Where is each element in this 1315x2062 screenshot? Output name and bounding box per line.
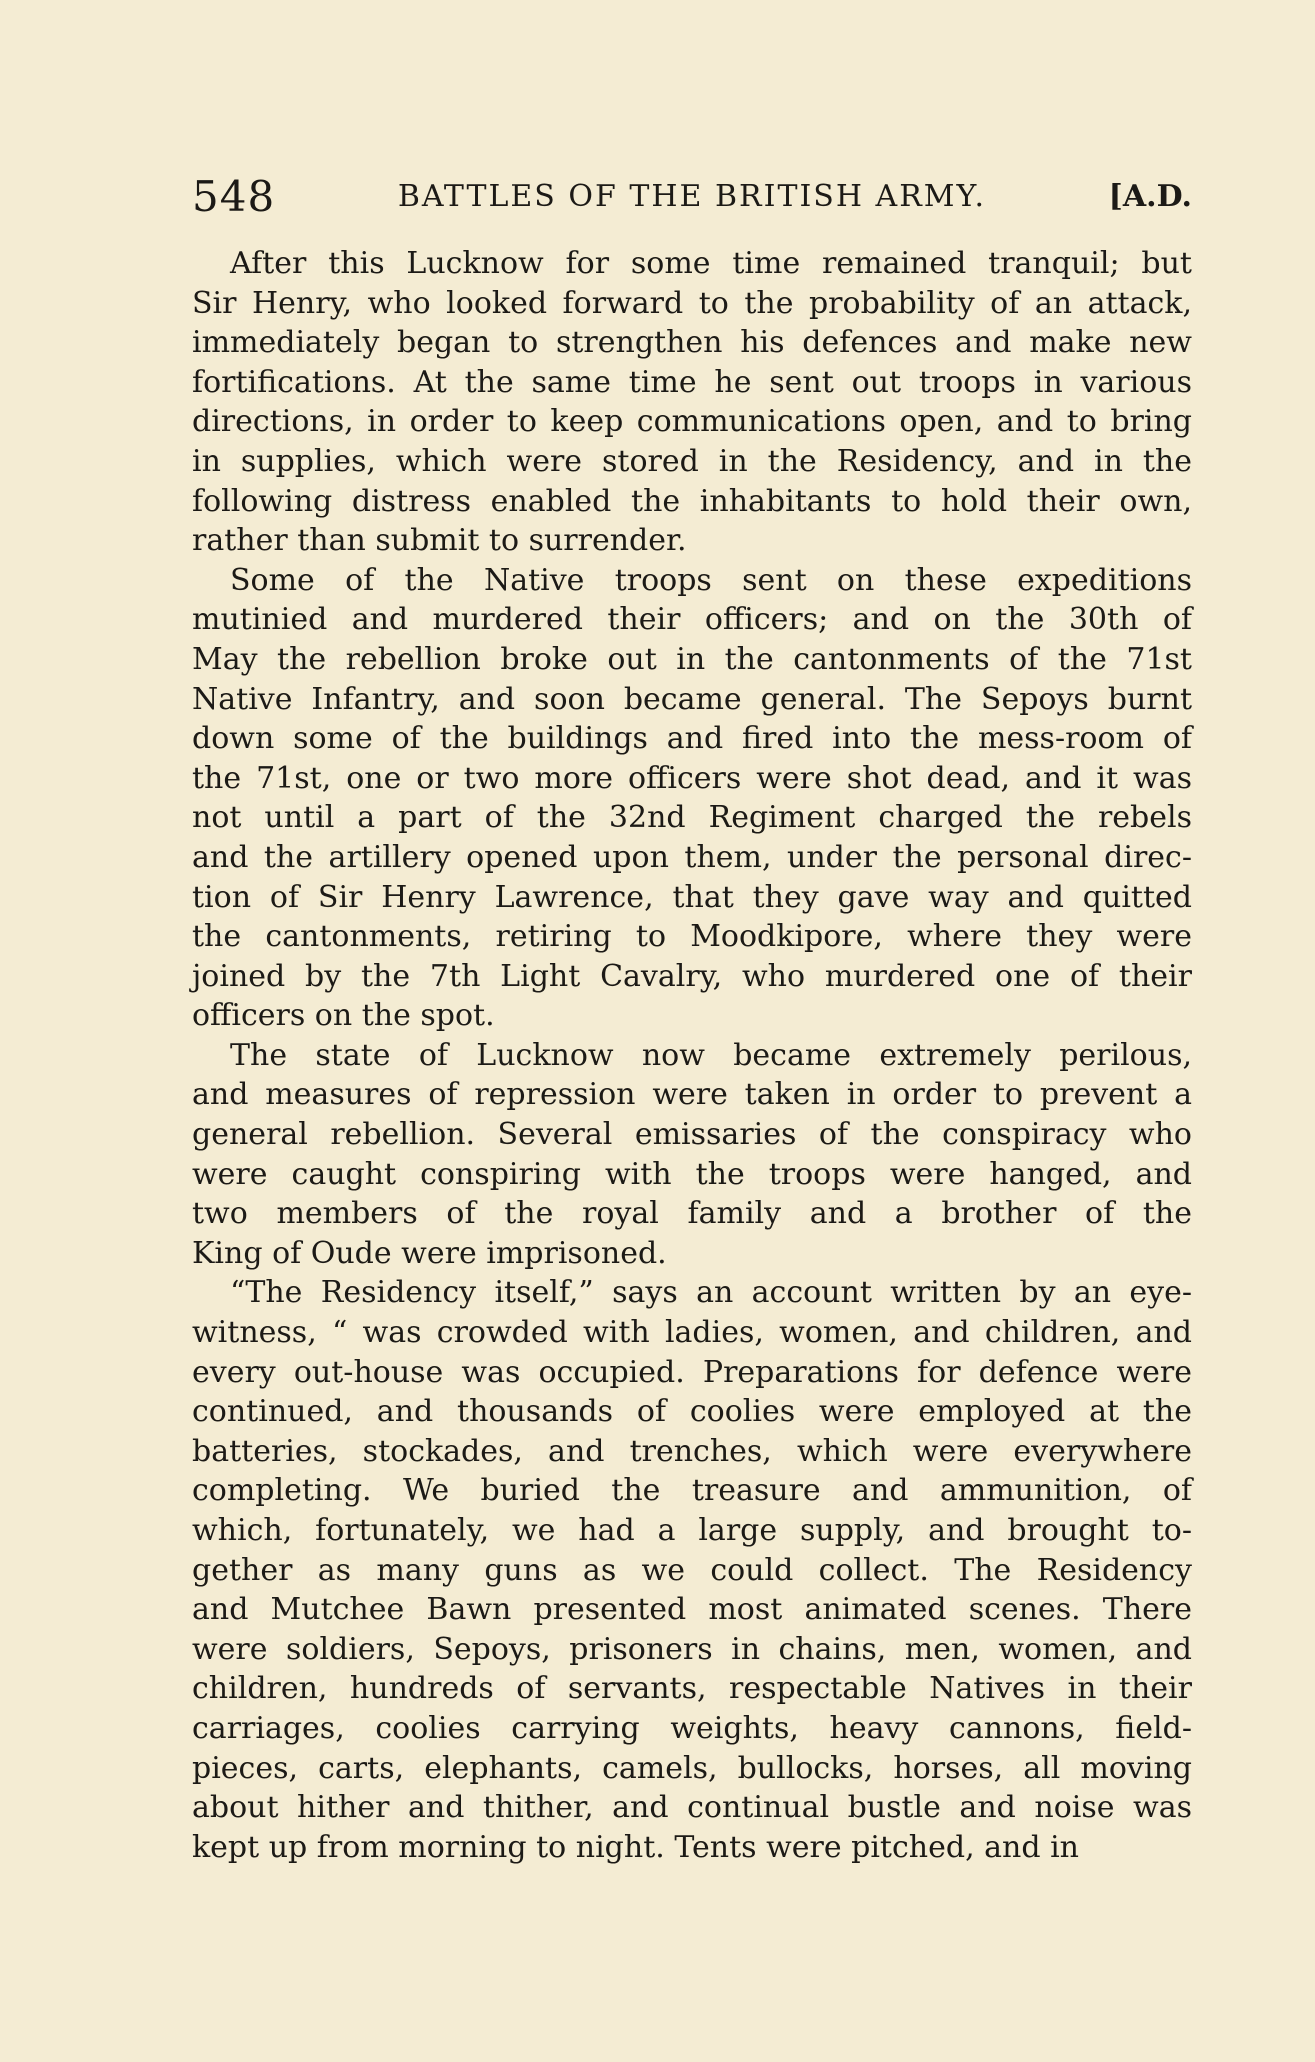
text-line: general rebellion. Several emissaries of the conspiracy who <box>192 1117 1192 1153</box>
text-line: were soldiers, Sepoys, prisoners in chains, men, women, and <box>192 1631 1192 1667</box>
running-title: BATTLES OF THE BRITISH ARMY. <box>397 178 986 214</box>
text-line: After this Lucknow for some time remained tranquil; but <box>230 246 1192 281</box>
page-number: 548 <box>192 171 276 221</box>
text-line: and Mutchee Bawn presented most animated scenes. There <box>192 1592 1192 1628</box>
text-line: The state of Lucknow now became extremely perilous, <box>230 1037 1192 1073</box>
text-line: immediately began to strengthen his defences and make new <box>192 325 1192 361</box>
text-line: King of Oude were imprisoned. <box>192 1235 667 1271</box>
text-line: Some of the Native troops sent on these expeditions <box>230 562 1192 598</box>
text-line: following distress enabled the inhabitants to hold their own, <box>192 483 1192 519</box>
body-text <box>192 244 1192 1867</box>
text-line: officers on the spot. <box>192 998 495 1034</box>
text-line: kept up from morning to night. Tents were pitched, and in <box>192 1829 1080 1865</box>
text-line: gether as many guns as we could collect. The Residency <box>192 1552 1192 1588</box>
text-line: May the rebellion broke out in the cantonments of the 71st <box>192 641 1192 677</box>
text-line: batteries, stockades, and trenches, which were everywhere <box>192 1433 1192 1469</box>
text-line: tion of Sir Henry Lawrence, that they gave way and quitted <box>192 879 1192 915</box>
text-line: rather than submit to surrender. <box>192 523 687 559</box>
text-line: the cantonments, retiring to Moodkipore, where they were <box>192 919 1192 955</box>
text-line: Native Infantry, and soon became general. The Sepoys burnt <box>192 681 1192 717</box>
text-line: witness, “ was crowded with ladies, women, and children, and <box>192 1315 1192 1351</box>
text-line: were caught conspiring with the troops were hanged, and <box>192 1156 1192 1192</box>
page-header <box>192 168 1192 224</box>
text-line: pieces, carts, elephants, camels, bullocks, horses, all moving <box>192 1750 1192 1786</box>
text-line: fortifications. At the same time he sent out troops in various <box>192 364 1192 400</box>
text-line: two members of the royal family and a brother of the <box>192 1196 1192 1232</box>
text-line: continued, and thousands of coolies were employed at the <box>192 1394 1192 1430</box>
text-line: about hither and thither, and continual bustle and noise was <box>192 1790 1192 1826</box>
text-line: joined by the 7th Light Cavalry, who murdered one of their <box>192 958 1192 994</box>
text-line: directions, in order to keep communications open, and to bring <box>192 404 1192 440</box>
text-line: “The Residency itself,” says an account written by an eye- <box>230 1275 1192 1311</box>
text-line: down some of the buildings and fired into the mess-room of <box>192 721 1192 757</box>
text-line: and measures of repression were taken in order to prevent a <box>192 1077 1192 1113</box>
text-line: every out-house was occupied. Preparations for defence were <box>192 1354 1192 1390</box>
text-line: completing. We buried the treasure and ammunition, of <box>192 1473 1192 1509</box>
text-line: in supplies, which were stored in the Residency, and in the <box>192 443 1192 479</box>
text-line: not until a part of the 32nd Regiment charged the rebels <box>192 800 1192 836</box>
text-line: carriages, coolies carrying weights, heavy cannons, field- <box>192 1710 1192 1746</box>
text-line: Sir Henry, who looked forward to the probability of an attack, <box>192 285 1192 321</box>
section-mark: [A.D. <box>1108 178 1192 214</box>
text-line: which, fortunately, we had a large supply, and brought to- <box>192 1513 1192 1548</box>
text-line: mutinied and murdered their officers; and on the 30th of <box>192 602 1192 638</box>
text-line: and the artillery opened upon them, under the personal direc- <box>192 839 1192 875</box>
text-line: the 71st, one or two more officers were shot dead, and it was <box>192 760 1192 796</box>
text-line: children, hundreds of servants, respectable Natives in their <box>192 1671 1192 1707</box>
